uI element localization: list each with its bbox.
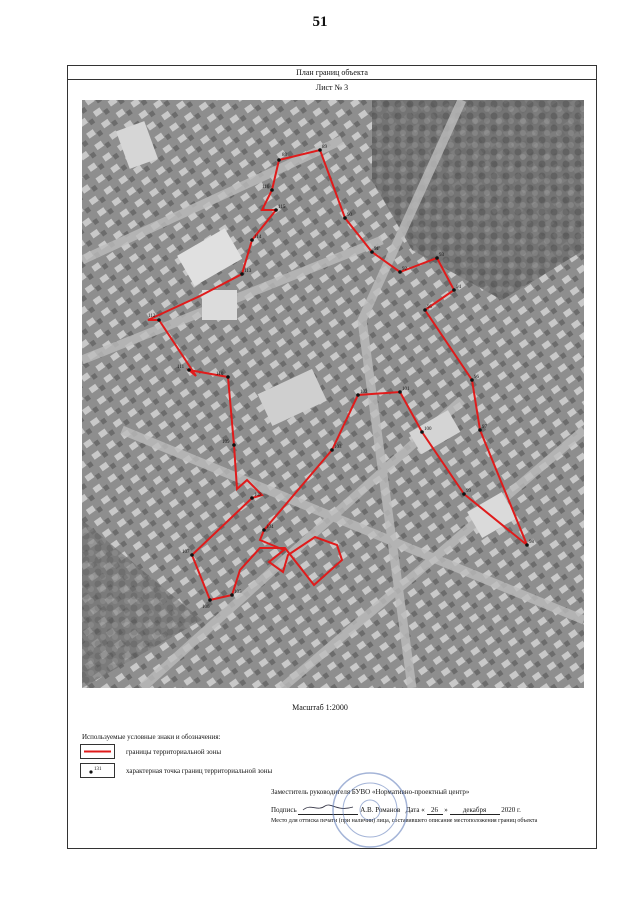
- point-label: 115: [278, 205, 286, 210]
- map-scale: Масштаб 1:2000: [292, 703, 348, 712]
- point-label: 91: [374, 247, 379, 252]
- legend-point-label: характерная точка границ территориальной зоны: [126, 767, 273, 775]
- point-label: 107: [182, 550, 190, 555]
- point-label: 101: [402, 387, 410, 392]
- signatory-name: А.В. Романов: [360, 806, 401, 814]
- plan-title: План границ объекта: [68, 66, 596, 80]
- map-svg: [82, 100, 584, 688]
- legend-line-swatch: [80, 744, 115, 759]
- building: [202, 290, 237, 320]
- point-label: 95: [427, 305, 432, 310]
- legend-point-swatch: [80, 763, 115, 778]
- seal-stamp-icon: [330, 770, 410, 850]
- point-label: 99: [466, 489, 471, 494]
- point-label: 108: [254, 493, 262, 498]
- point-label: 93: [439, 253, 444, 258]
- point-label: 88: [282, 153, 287, 158]
- point-label: 111: [177, 365, 185, 370]
- stamp-note: Место для оттиска печати (при наличии) лица, составившего описание местоположения границ объекта: [271, 818, 538, 824]
- point-marker-icon: [81, 764, 114, 777]
- date-month: декабря: [450, 806, 500, 815]
- svg-text:131: 131: [94, 767, 102, 772]
- point-label: 116: [262, 185, 270, 190]
- red-line-icon: [81, 745, 114, 758]
- point-label: 90: [347, 213, 352, 218]
- aerial-map[interactable]: [82, 100, 584, 688]
- date-separator: »: [444, 806, 448, 814]
- point-label: 103: [334, 445, 342, 450]
- point-label: 110: [216, 372, 224, 377]
- point-label: 97: [482, 425, 487, 430]
- page-number: 51: [312, 14, 328, 30]
- date-day: 26: [427, 806, 443, 815]
- point-label: 114: [254, 235, 262, 240]
- point-label: 105: [234, 590, 242, 595]
- point-label: 112: [148, 314, 156, 319]
- point-label: 104: [266, 525, 274, 530]
- legend-boundary-label: границы территориальной зоны: [126, 748, 222, 756]
- date-year: 2020 г.: [501, 806, 521, 814]
- sheet-number: Лист № 3: [315, 83, 349, 92]
- point-label: 100: [424, 427, 432, 432]
- point-label: 98: [529, 540, 534, 545]
- point-label: 102: [360, 390, 368, 395]
- point-label: 89: [322, 145, 327, 150]
- date-label: Дата «: [405, 806, 425, 814]
- point-label: 92: [402, 267, 407, 272]
- point-label: 94: [456, 285, 461, 290]
- point-label: 96: [474, 375, 479, 380]
- point-label: 113: [244, 269, 252, 274]
- point-label: 106: [202, 605, 210, 610]
- legend-title: Используемые условные знаки и обозначения:: [82, 733, 221, 741]
- point-label: 109: [222, 440, 230, 445]
- signatory-position: Заместитель руководителя БУВО «Нормативно-проектный центр»: [271, 788, 470, 796]
- signature-label: Подпись: [271, 806, 297, 814]
